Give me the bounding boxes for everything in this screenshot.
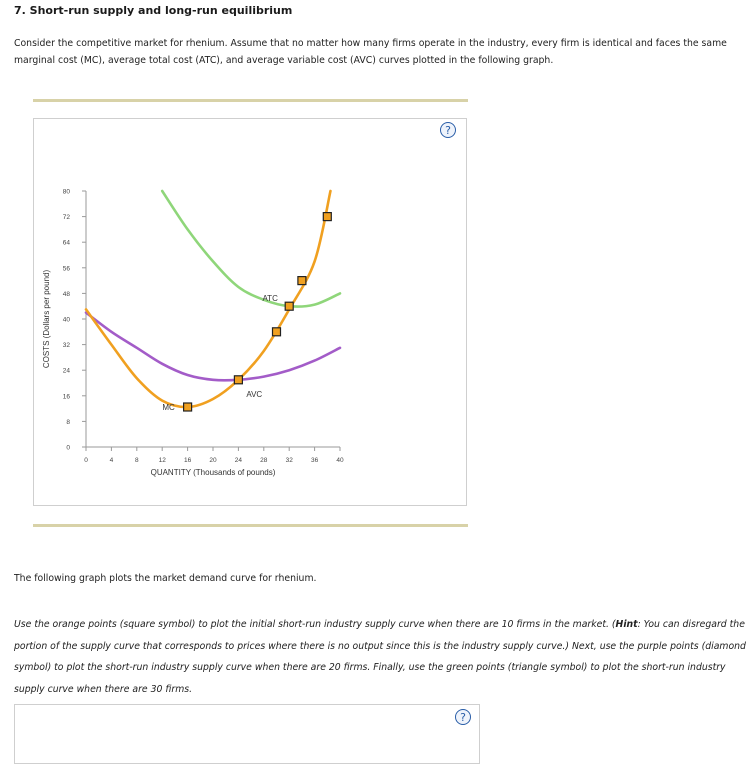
market-demand-panel bbox=[14, 704, 480, 764]
divider-bottom bbox=[33, 524, 468, 527]
mc-point-marker bbox=[273, 328, 281, 336]
y-tick-label: 32 bbox=[62, 342, 70, 350]
question-title: 7. Short-run supply and long-run equilibrium bbox=[14, 4, 293, 17]
x-tick-label: 36 bbox=[310, 457, 319, 464]
y-tick-label: 80 bbox=[62, 188, 70, 196]
mc-point-marker bbox=[285, 302, 293, 310]
help-icon-2[interactable]: ? bbox=[455, 709, 471, 725]
instructions bbox=[14, 614, 746, 700]
mc-point-marker bbox=[184, 403, 192, 411]
x-tick-label: 28 bbox=[260, 457, 268, 464]
y-tick-label: 72 bbox=[62, 214, 70, 222]
divider-top bbox=[33, 99, 468, 102]
curve-label-avc: AVC bbox=[246, 390, 263, 400]
mc-point-marker bbox=[298, 277, 306, 285]
y-tick-label: 64 bbox=[62, 239, 70, 247]
y-tick-label: 16 bbox=[62, 393, 70, 401]
y-tick-label: 48 bbox=[62, 290, 70, 298]
y-axis-title: COSTS (Dollars per pound) bbox=[42, 269, 51, 369]
x-tick-label: 0 bbox=[84, 457, 88, 464]
help-icon[interactable]: ? bbox=[440, 122, 456, 138]
curve-atc bbox=[162, 191, 340, 307]
x-tick-label: 20 bbox=[209, 457, 217, 464]
hint-label: Hint bbox=[615, 619, 638, 630]
question-intro: Consider the competitive market for rhenium. Assume that no matter how many firms operate in the industry, every firm is identical and faces the same marginal cost (MC), average total cost (ATC), and average variable cost (AVC) curves plotted in the following graph. bbox=[14, 38, 727, 66]
instructions-part2: : You can disregard the portion of the supply curve that corresponds to prices where there is no output since this is the industry supply curve.) Next, use the purple points (diamond symbol) to plot the short-run industry supply curve when there are 20 firms. Finally, use the green points (triangle symbol) to plot the short-run industry supply curve when there are 30 firms. bbox=[14, 619, 746, 695]
mc-point-marker bbox=[234, 376, 242, 384]
x-axis-title: QUANTITY (Thousands of pounds) bbox=[150, 468, 276, 477]
chart-curves bbox=[86, 191, 340, 407]
instructions-part1: Use the orange points (square symbol) to plot the initial short-run industry supply curve when there are 10 firms in the market. ( bbox=[14, 619, 616, 630]
chart-markers bbox=[184, 213, 332, 411]
x-tick-label: 16 bbox=[183, 457, 192, 464]
x-tick-label: 12 bbox=[158, 457, 166, 464]
curve-avc bbox=[86, 313, 340, 381]
curve-mc bbox=[86, 191, 330, 407]
y-tick-label: 8 bbox=[66, 418, 70, 426]
mc-point-marker bbox=[323, 213, 331, 221]
x-tick-label: 8 bbox=[134, 457, 139, 464]
chart-axes bbox=[42, 189, 344, 478]
curve-label-atc: ATC bbox=[262, 294, 278, 304]
y-tick-label: 24 bbox=[62, 367, 70, 375]
x-tick-label: 4 bbox=[109, 457, 114, 464]
x-tick-label: 32 bbox=[285, 457, 293, 464]
curve-label-mc: MC bbox=[162, 403, 175, 412]
cost-curves-panel bbox=[33, 118, 467, 506]
cost-curves-chart bbox=[34, 119, 466, 505]
second-graph-intro: The following graph plots the market demand curve for rhenium. bbox=[14, 573, 317, 584]
x-tick-label: 40 bbox=[336, 457, 344, 464]
y-tick-label: 0 bbox=[66, 444, 70, 452]
y-tick-label: 56 bbox=[62, 265, 70, 273]
x-tick-label: 24 bbox=[234, 457, 243, 464]
y-tick-label: 40 bbox=[62, 316, 70, 324]
